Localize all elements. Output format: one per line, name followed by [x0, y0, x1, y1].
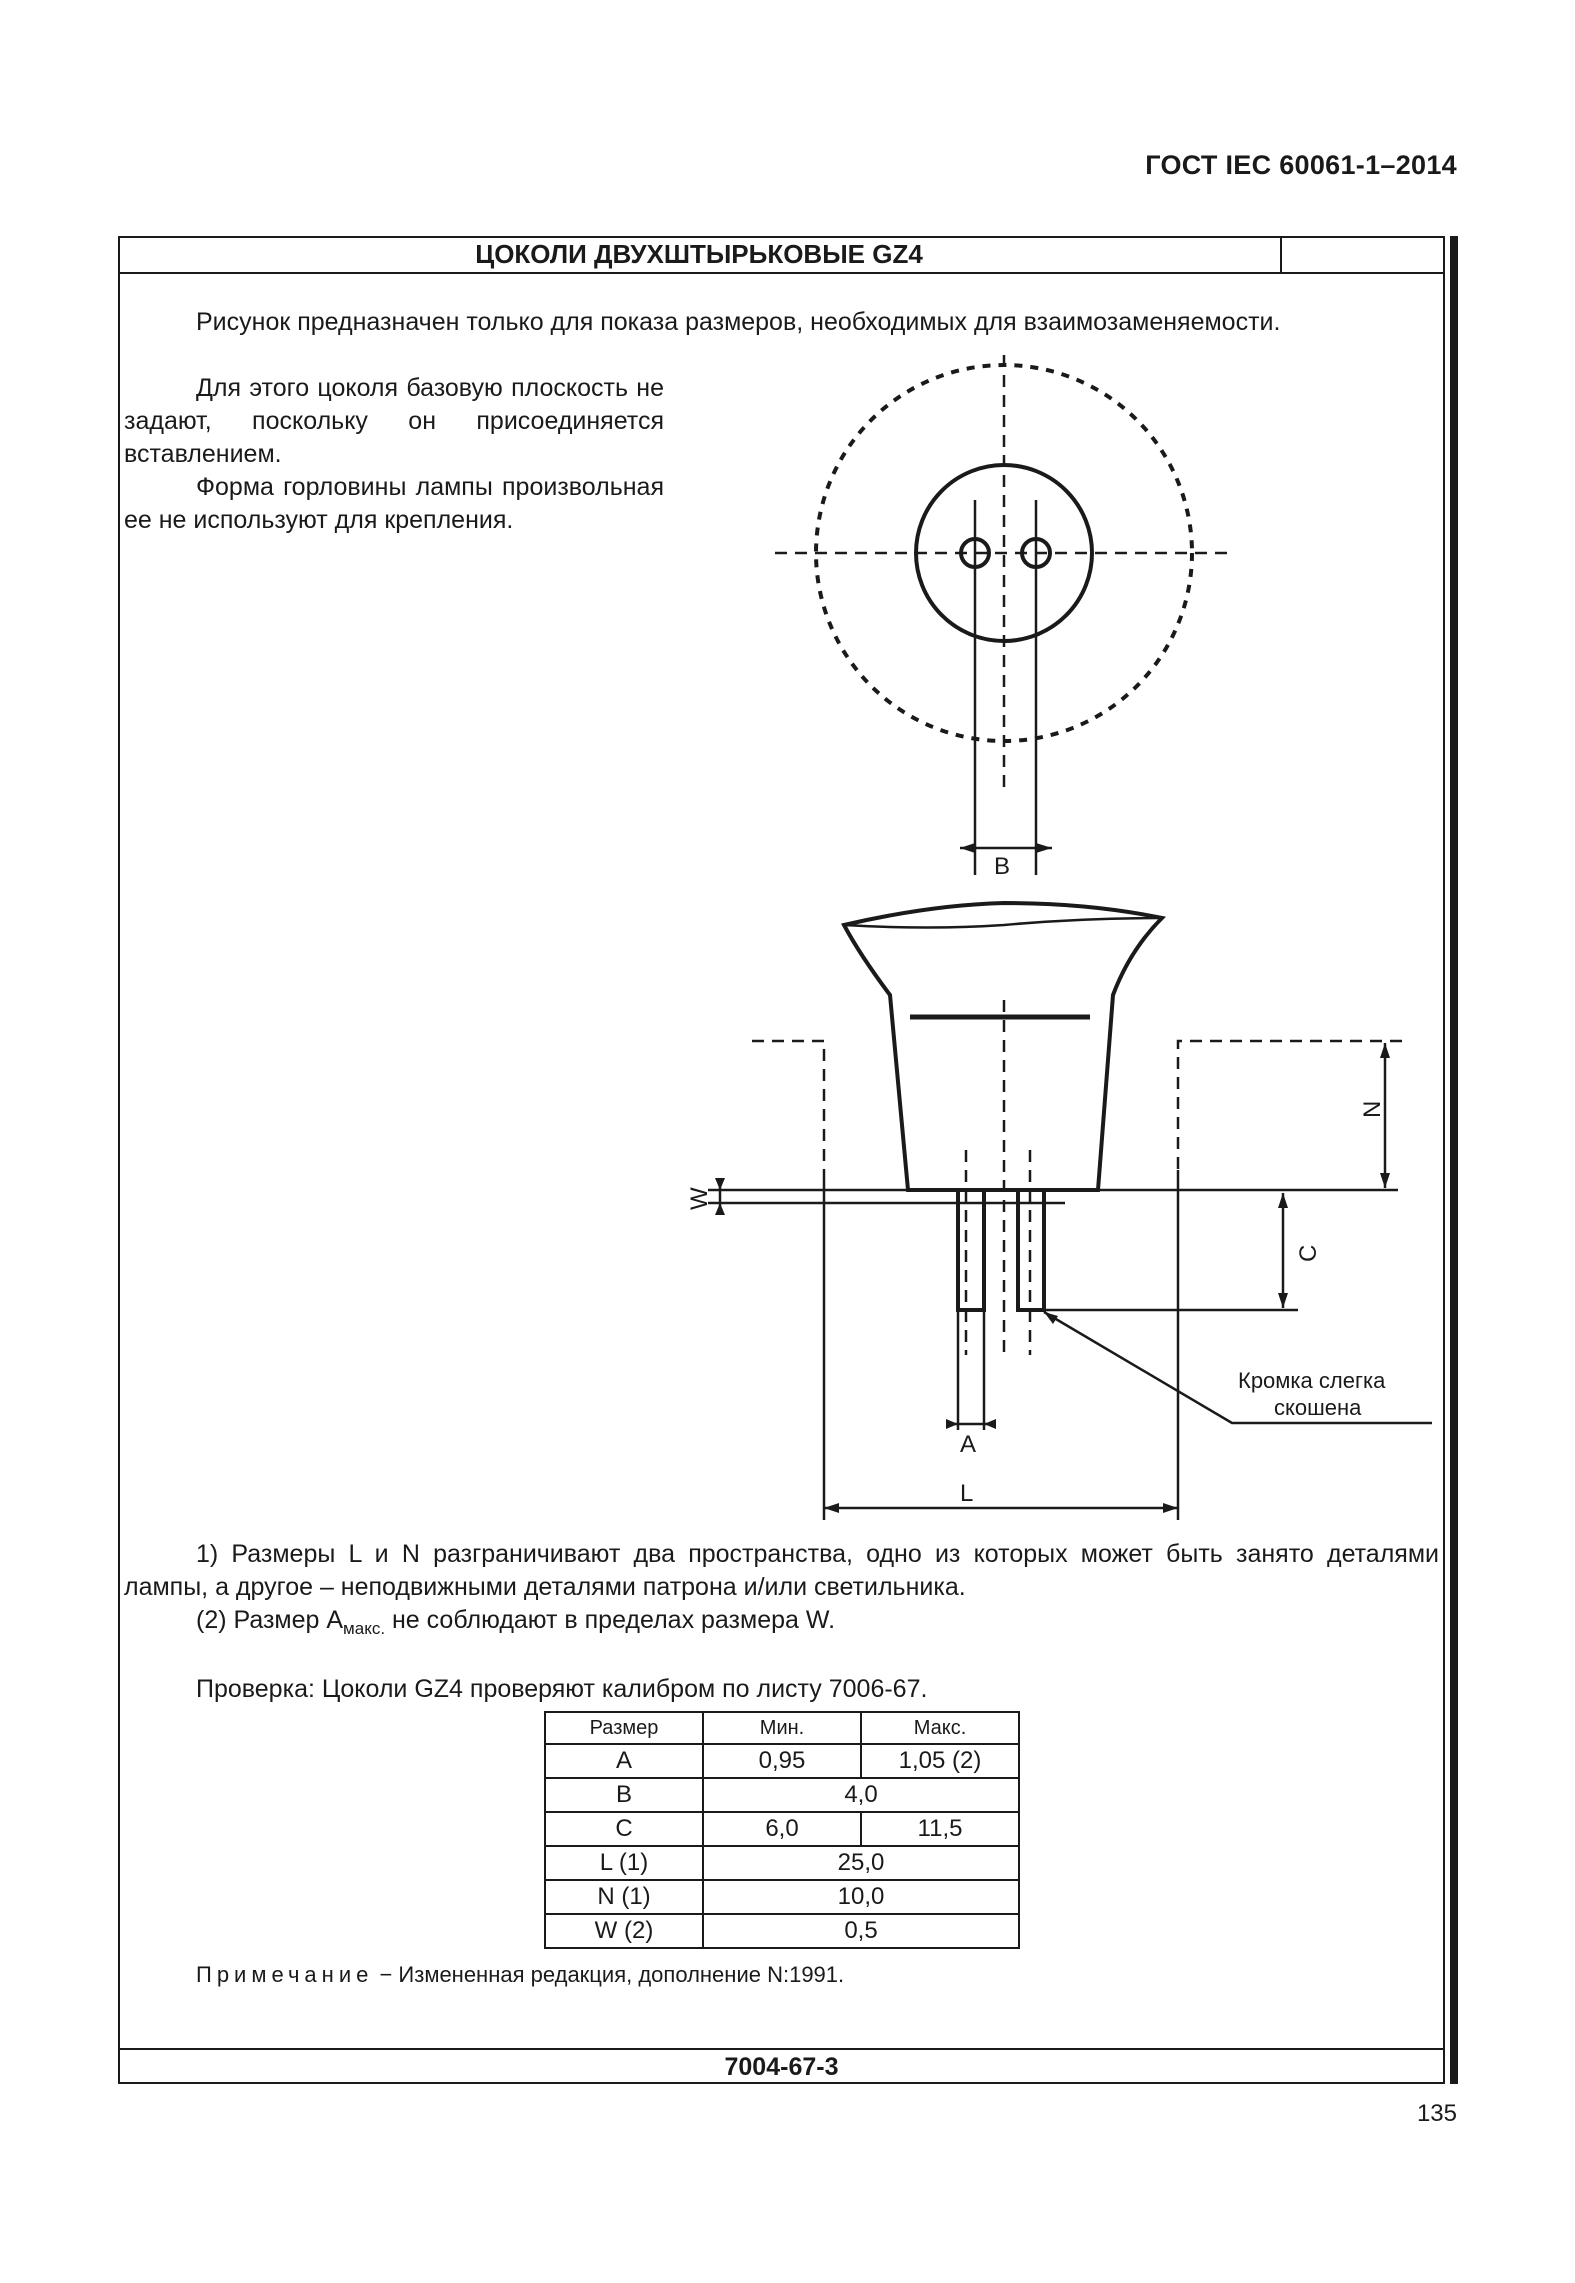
- table-cell: 0,5: [703, 1914, 1019, 1948]
- description-p1: Для этого цоколя базовую плоскость не задают, поскольку он присоединяется вставлением.: [124, 374, 664, 468]
- arrow-a-l: [946, 1419, 958, 1429]
- table-cell: 11,5: [861, 1812, 1019, 1846]
- label-n: N: [1359, 1100, 1386, 1118]
- sheet-title: ЦОКОЛИ ДВУХШТЫРЬКОВЫЕ GZ4: [118, 236, 1282, 272]
- table-cell: 1,05 (2): [861, 1744, 1019, 1778]
- arrow-a-r: [984, 1419, 996, 1429]
- check-text: Проверка: Цоколи GZ4 проверяют калибром по листу 7006-67.: [196, 1675, 928, 1703]
- arrow-callout: [1044, 1312, 1058, 1324]
- standard-code: ГОСТ IEC 60061-1–2014: [1145, 150, 1457, 180]
- note-2: (2) Размер $A_{макс.}$ не соблюдают в пределах размера W.: [196, 1606, 836, 1638]
- table-row: [545, 1846, 1019, 1880]
- table-cell: 6,0: [703, 1812, 861, 1846]
- table-row: [545, 1880, 1019, 1914]
- arrow-b-l: [960, 843, 975, 853]
- lamp-neck-top: [844, 918, 1162, 928]
- note-1: 1) Размеры L и N разграничивают два пространства, одно из которых может быть занято деталями лампы, а другое – неподвижными деталями патрона и/или светильника.: [124, 1540, 1439, 1601]
- remark-label: Примечание: [196, 1962, 374, 1987]
- callout-text-1: Кромка слегка: [1238, 1368, 1386, 1393]
- a-max-subscript: макс.: [343, 1619, 386, 1638]
- table-cell: C: [545, 1812, 703, 1846]
- table-header: Мин.: [703, 1712, 861, 1744]
- table-cell: 4,0: [703, 1778, 1019, 1812]
- notes: [124, 1538, 1439, 1645]
- remark: [196, 1958, 844, 1991]
- table-cell: 25,0: [703, 1846, 1019, 1880]
- table-cell: B: [545, 1778, 703, 1812]
- arrow-l-right: [1163, 1503, 1178, 1513]
- remark-text: − Измененная редакция, дополнение N:1991.: [373, 1962, 845, 1987]
- table-row: [545, 1778, 1019, 1812]
- callout-text-2: скошена: [1274, 1395, 1362, 1420]
- table-cell: 0,95: [703, 1744, 861, 1778]
- left-space-boundary: [752, 1041, 824, 1170]
- table-cell: A: [545, 1744, 703, 1778]
- arrow-w-top: [715, 1178, 725, 1190]
- arrow-b-r: [1036, 843, 1052, 853]
- table-row: [545, 1812, 1019, 1846]
- arrow-c-bottom: [1278, 1293, 1288, 1308]
- label-b: B: [994, 853, 1011, 880]
- intro-text: Рисунок предназначен только для показа размеров, необходимых для взаимозаменяемости.: [196, 308, 1281, 336]
- table-row: [545, 1744, 1019, 1778]
- dimensions-table: [544, 1711, 1020, 1949]
- label-l: L: [960, 1480, 974, 1507]
- description-p2: Форма горловины лампы произвольная ее не используют для крепления.: [124, 473, 664, 534]
- table-cell: 10,0: [703, 1880, 1019, 1914]
- label-c: C: [1295, 1244, 1322, 1262]
- sheet-number: 7004-67-3: [118, 2048, 1445, 2084]
- arrow-c-top: [1278, 1193, 1288, 1208]
- pin-left: [958, 1190, 984, 1310]
- table-header: Размер: [545, 1712, 703, 1744]
- label-w: W: [686, 1187, 713, 1210]
- arrow-w-bottom: [715, 1203, 725, 1215]
- table-header: Макс.: [861, 1712, 1019, 1744]
- arrow-n-top: [1380, 1043, 1390, 1058]
- page-number: 135: [1416, 2100, 1457, 2127]
- table-cell: N (1): [545, 1880, 703, 1914]
- table-cell: W (2): [545, 1914, 703, 1948]
- table-row: [545, 1914, 1019, 1948]
- table-header-row: [545, 1712, 1019, 1744]
- arrow-n-bottom: [1380, 1173, 1390, 1188]
- table-cell: L (1): [545, 1846, 703, 1880]
- label-a: A: [960, 1431, 977, 1458]
- arrow-l-left: [824, 1503, 839, 1513]
